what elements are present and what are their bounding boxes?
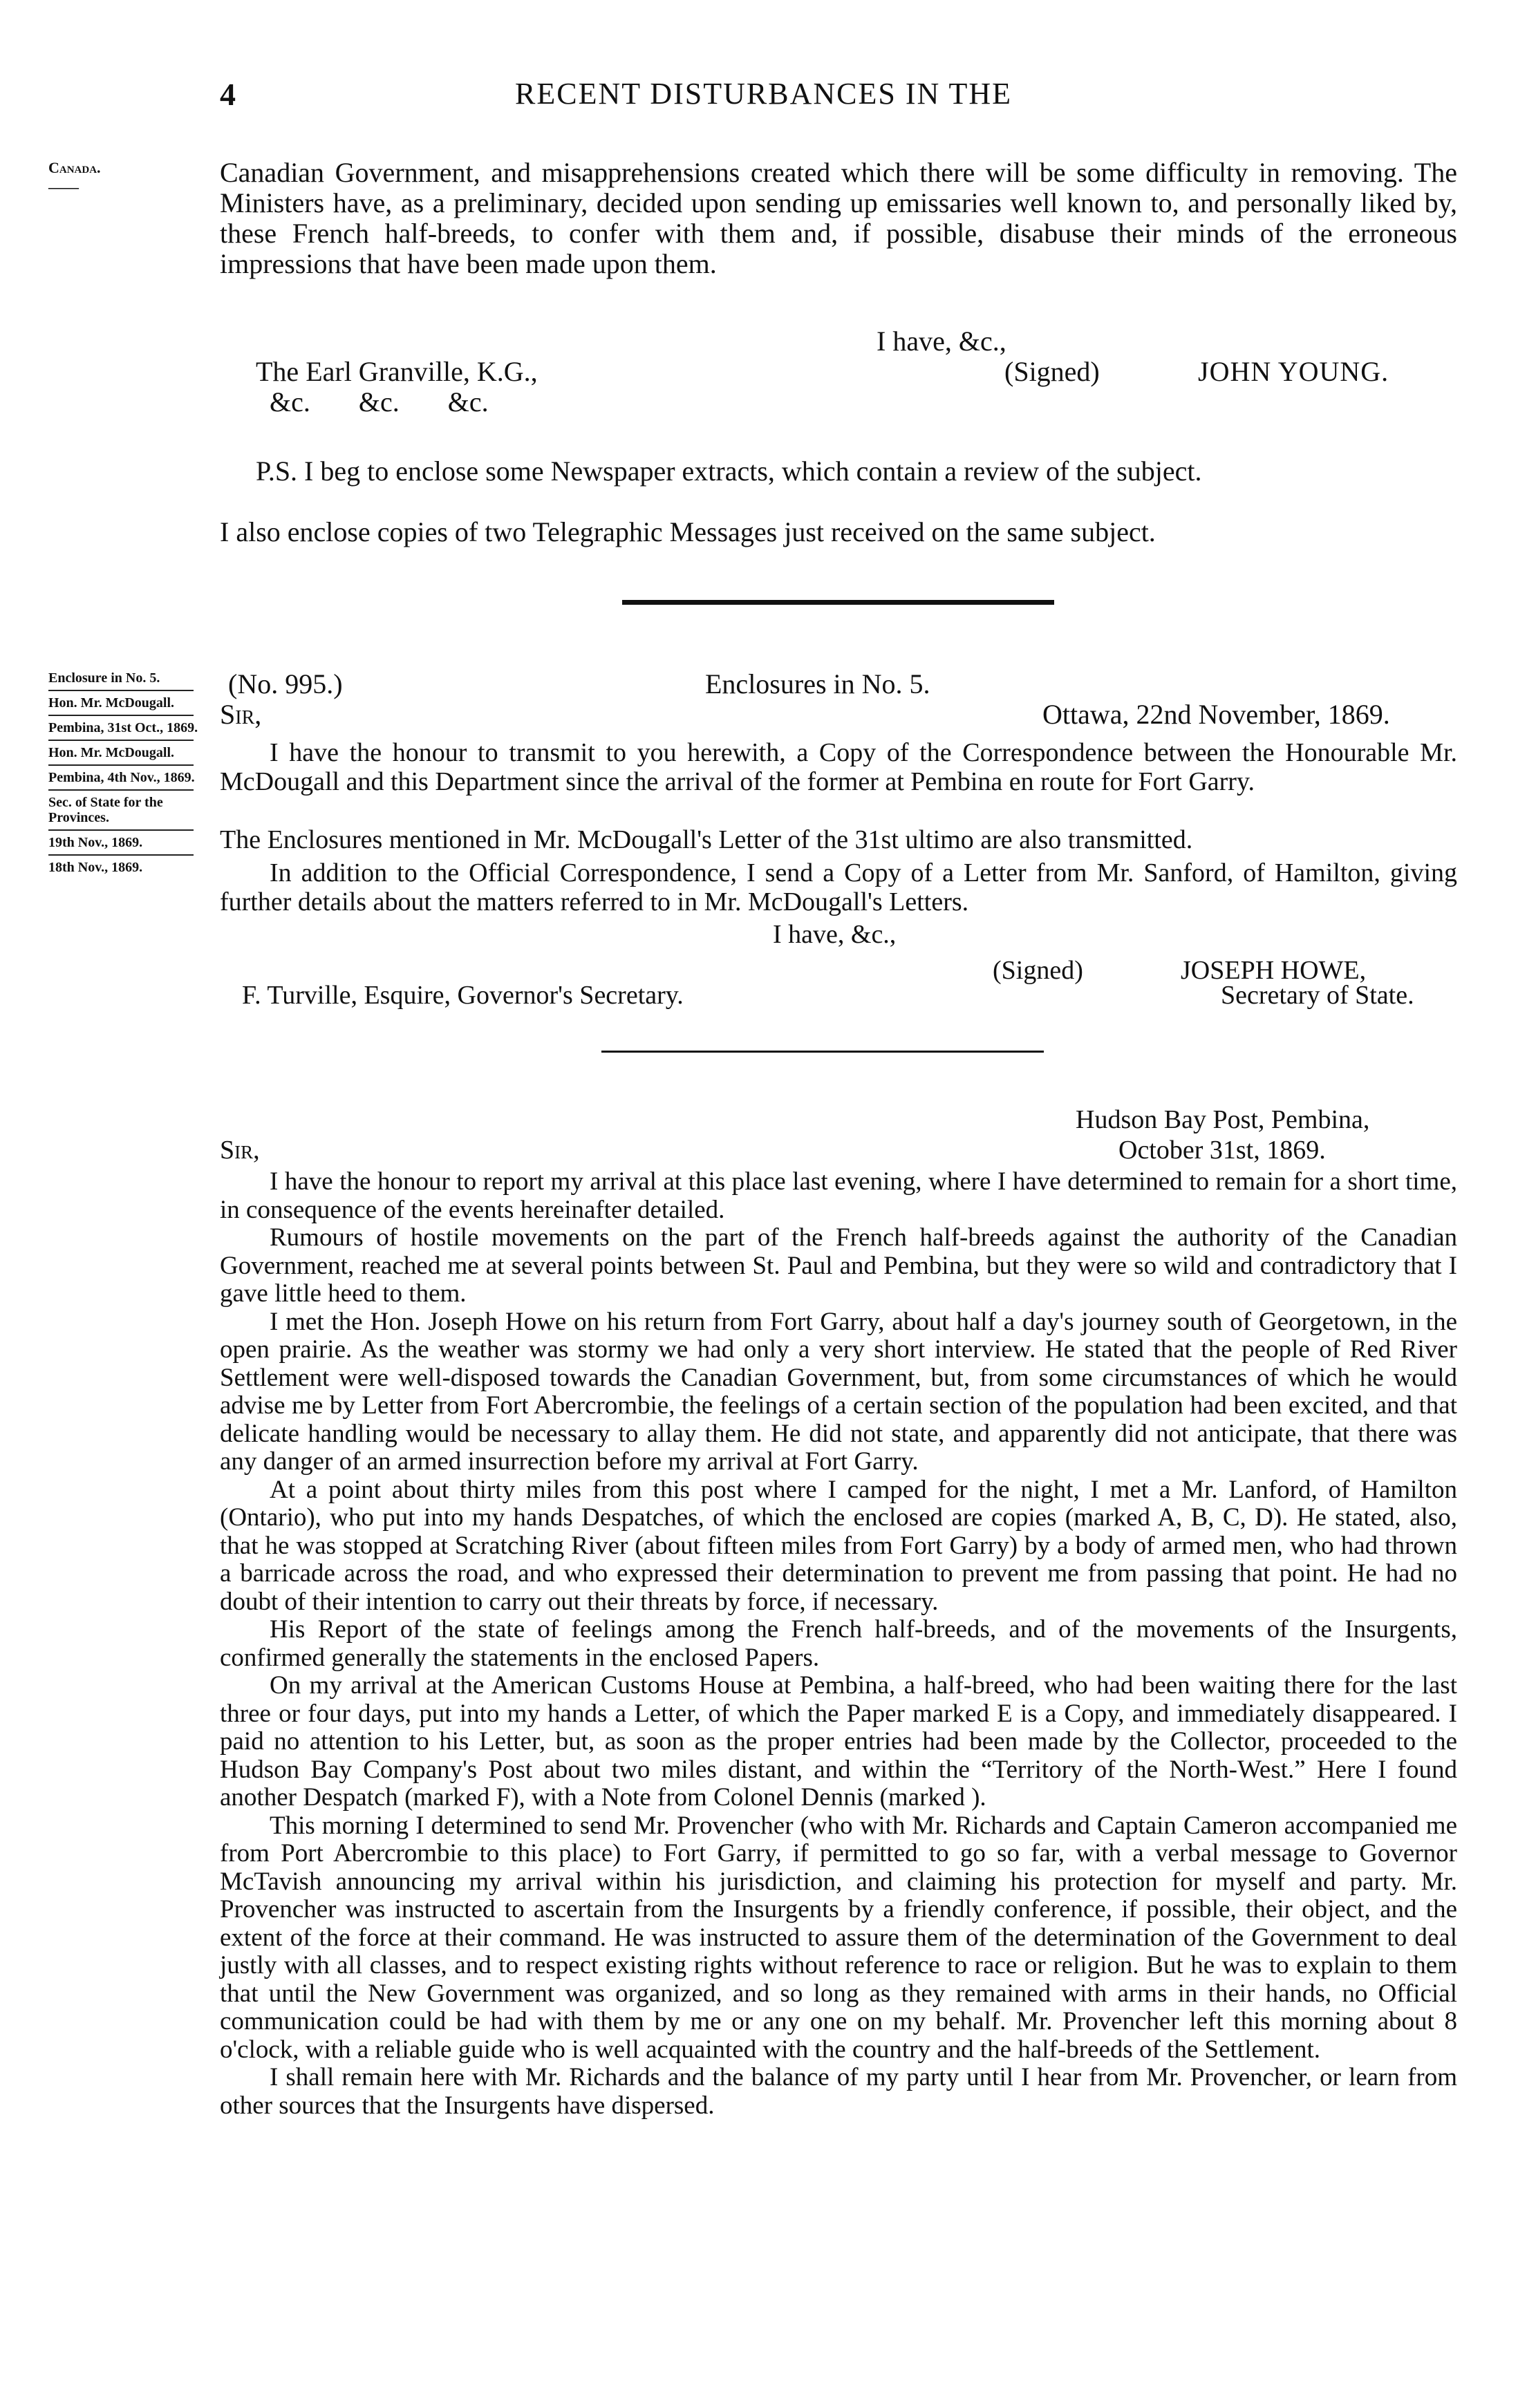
enclosure-salutation: Sir,	[220, 699, 262, 730]
margin-note-pembina-4th: Pembina, 4th Nov., 1869.	[48, 770, 195, 785]
enclosures-header	[220, 669, 1457, 730]
section-rule	[622, 600, 1054, 605]
running-head	[0, 76, 1527, 124]
enclosure-para-1: I have the honour to transmit to you herewith, a Copy of the Correspondence between the Honourable Mr. McDougall and this Department since the arrival of the former at Pembina en route for Fort Garry.	[220, 738, 1457, 796]
letter-paragraph: At a point about thirty miles from this post where I camped for the night, I met a Mr. Lanford, of Hamilton (Ontario), who put into my hands Despatches, of which the enclosed are copies (marked A, B, C, D). He stated, also, that he was stopped at Scratching River (about fifteen miles from Fort Garry) by a body of armed men, who had thrown a barricade across the road, and who expressed their determination to prevent me from passing that point. He had no doubt of their intention to carry out their threats by force, if necessary.	[220, 1475, 1457, 1616]
margin-note-canada: Canada. ——	[48, 160, 207, 195]
enclosure-para-3: In addition to the Official Correspondence, I send a Copy of a Letter from Mr. Sanford, of Hamilton, giving further details about the matters referred to in Mr. McDougall's Letters.	[220, 858, 1457, 916]
margin-note-sec-of-state: Sec. of State for the Provinces.	[48, 795, 163, 825]
page-number: 4	[220, 77, 236, 112]
margin-note-18th-nov: 18th Nov., 1869.	[48, 860, 143, 875]
enclosure-place-date: Ottawa, 22nd November, 1869.	[1042, 699, 1390, 730]
margin-separator	[48, 789, 194, 791]
first-letter-closing-block	[220, 326, 1457, 417]
margin-separator	[48, 854, 194, 856]
enclosure-signer-title: Secretary of State.	[1221, 981, 1414, 1010]
first-letter-addressee: The Earl Granville, K.G.,	[256, 356, 538, 387]
second-letter-salutation: Sir,	[220, 1136, 260, 1165]
despatch-number: (No. 995.)	[228, 668, 343, 699]
postscript-line2-wrap	[220, 517, 1457, 547]
first-letter-signer: JOHN YOUNG.	[1198, 356, 1389, 387]
first-letter-closing: I have, &c.,	[877, 326, 1006, 357]
second-letter-date: October 31st, 1869.	[1118, 1136, 1326, 1165]
postscript-line1: P.S. I beg to enclose some Newspaper extracts, which contain a review of the subject.	[256, 455, 1202, 487]
margin-note-19th-nov: 19th Nov., 1869.	[48, 835, 143, 850]
margin-separator	[48, 740, 194, 741]
letter-paragraph: I met the Hon. Joseph Howe on his return from Fort Garry, about half a day's journey south of Georgetown, in the open prairie. As the weather was stormy we had only a very short interview. He stated that the people of Red River Settlement were well-disposed towards the Canadian Government, but, from some circumstances of which he would advise me by Letter from Fort Abercrombie, the feelings of a certain section of the population had been excited, and that delicate handling would be necessary to allay them. He did not state, and apparently did not anticipate, that there was any danger of an armed insurrection before my arrival at Fort Garry.	[220, 1307, 1457, 1476]
margin-separator	[48, 715, 194, 716]
running-title: RECENT DISTURBANCES IN THE	[515, 77, 1012, 111]
enclosure-addressee: F. Turville, Esquire, Governor's Secretary.	[242, 981, 684, 1010]
letter-paragraph: His Report of the state of feelings among the French half-breeds, and of the movements of the Insurgents, confirmed generally the statements in the enclosed Papers.	[220, 1615, 1457, 1672]
enclosure-signed: (Signed)	[993, 956, 1083, 985]
margin-notes-enclosures	[48, 670, 207, 875]
second-letter-body	[220, 1168, 1457, 2120]
enclosures-heading: Enclosures in No. 5.	[705, 668, 930, 699]
margin-separator	[48, 764, 194, 766]
margin-separator	[48, 690, 194, 691]
first-letter-addressee-etc: &c. &c. &c.	[270, 386, 489, 417]
margin-note-mcdougall-1: Hon. Mr. McDougall.	[48, 695, 175, 711]
margin-note-pembina-31st: Pembina, 31st Oct., 1869.	[48, 720, 198, 735]
enclosure-para-2: The Enclosures mentioned in Mr. McDougall's Letter of the 31st ultimo are also transmitted.	[220, 825, 1193, 854]
margin-separator	[48, 829, 194, 831]
margin-dash: ——	[48, 178, 79, 196]
first-letter-signed: (Signed)	[1004, 356, 1100, 387]
enclosure-closing: I have, &c.,	[773, 920, 897, 949]
first-letter-paragraph: Canadian Government, and misapprehensions created which there will be some difficulty in removing. The Ministers have, as a preliminary, decided upon sending up emissaries well known to, and personally liked by, these French half-breeds, to confer with them and, if possible, disabuse their minds of the erroneous impressions that have been made upon them.	[220, 157, 1457, 279]
letter-paragraph: I shall remain here with Mr. Richards and the balance of my party until I hear from Mr. Provencher, or learn from other sources that the Insurgents have dispersed.	[220, 2063, 1457, 2120]
letter-paragraph: This morning I determined to send Mr. Provencher (who with Mr. Richards and Captain Cameron accompanied me from Port Abercrombie to this place) to Fort Garry, if permitted to go so far, with a verbal message to Governor McTavish announcing my arrival within his jurisdiction, and claiming his protection for myself and party. Mr. Provencher was instructed to ascertain from the Insurgents by a friendly conference, if possible, their object, and the extent of the force at their command. He was instructed to assure them of the determination of the Government to deal justly with all classes, and to respect existing rights without reference to race or religion. But he was to explain to them that until the New Government was organized, and so long as they remained with arms in their hands, no Official communication could be had with them by me or any one on my behalf. Mr. Provencher left this morning about 8 o'clock, with a reliable guide who is well acquainted with the country and the half-breeds of the Settlement.	[220, 1811, 1457, 2064]
letter-paragraph: On my arrival at the American Customs House at Pembina, a half-breed, who had been waiting there for the last three or four days, put into my hands a Letter, of which the Paper marked E is a Copy, and immediately disappeared. I paid no attention to his Letter, but, as soon as the proper entries had been made by the Collector, proceeded to the Hudson Bay Company's Post about two miles distant, and within the “Territory of the North-West.” Here I found another Despatch (marked F), with a Note from Colonel Dennis (marked ).	[220, 1671, 1457, 1812]
letter-paragraph: I have the honour to report my arrival at this place last evening, where I have determined to remain for a short time, in consequence of the events hereinafter detailed.	[220, 1167, 1457, 1224]
enclosure-signer: JOSEPH HOWE,	[1181, 956, 1367, 985]
enclosure-closing-block	[220, 919, 1457, 1010]
letter-paragraph: Rumours of hostile movements on the part of the French half-breeds against the authority of the Canadian Government, reached me at several points between St. Paul and Pembina, but they were so wild and contradictory that I gave little heed to them.	[220, 1223, 1457, 1308]
second-letter-place: Hudson Bay Post, Pembina,	[1076, 1105, 1370, 1134]
letter-separator-rule	[601, 1051, 1044, 1053]
margin-note-mcdougall-2: Hon. Mr. McDougall.	[48, 745, 175, 760]
postscript-line2: I also enclose copies of two Telegraphic Messages just received on the same subject.	[220, 516, 1156, 547]
margin-note-enclosure: Enclosure in No. 5.	[48, 670, 160, 686]
second-letter-header	[220, 1104, 1457, 1165]
